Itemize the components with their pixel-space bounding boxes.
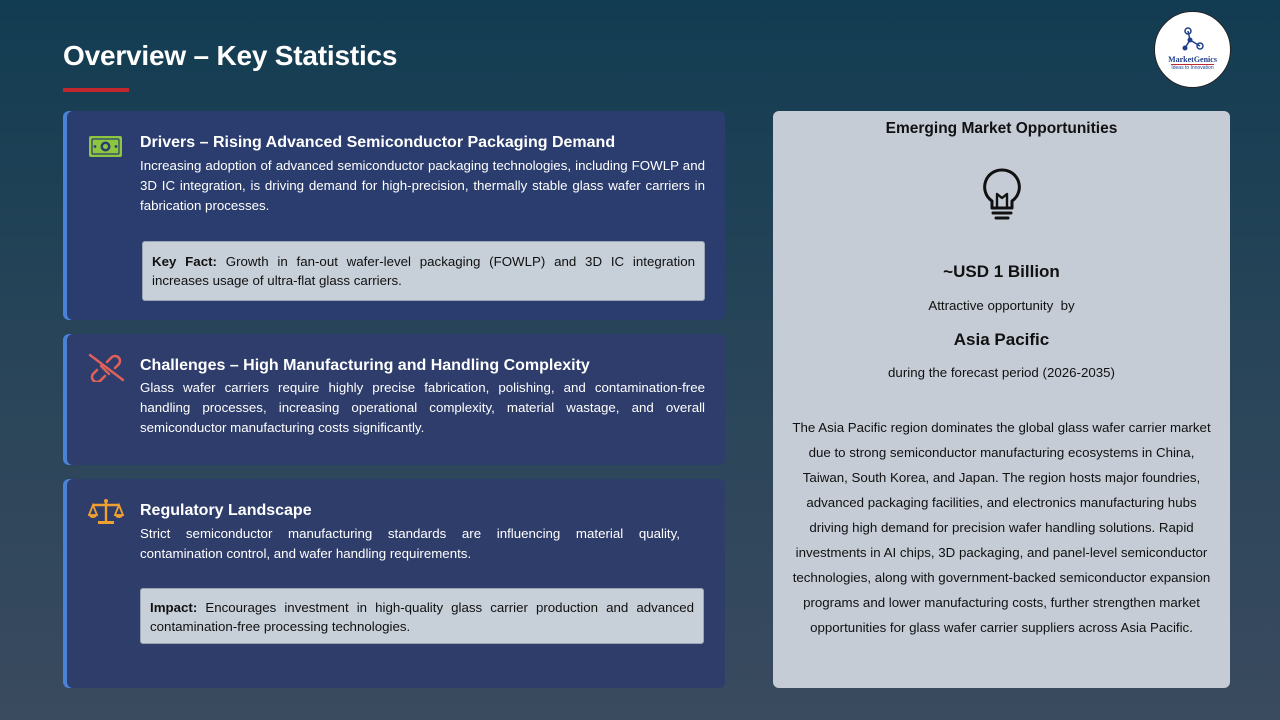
impact-box [140, 588, 704, 644]
opportunities-panel [773, 111, 1230, 688]
challenges-body: Glass wafer carriers require highly precise fabrication, polishing, and contamination-free handling processes, increasing operational complexity, material wastage, and overall semiconductor manufacturing costs significantly. [140, 380, 705, 435]
opportunity-amount: ~USD 1 Billion [943, 262, 1060, 281]
lightbulb-icon [978, 166, 1026, 222]
panel-title: Emerging Market Opportunities [885, 120, 1118, 137]
regulatory-body: Strict semiconductor manufacturing standards are influencing material quality, contamination control, and wafer handling requirements. [140, 526, 680, 561]
key-fact-label: Key Fact: [152, 254, 217, 269]
opportunity-caption: Attractive opportunity by [928, 298, 1075, 313]
drivers-body: Increasing adoption of advanced semiconductor packaging technologies, including FOWLP and 3D IC integration, is driving demand for high-precision, thermally stable glass wafer carriers in fabrication processes. [140, 158, 705, 213]
impact-label: Impact: [150, 600, 198, 615]
challenges-title: Challenges – High Manufacturing and Handling Complexity [140, 357, 590, 374]
opportunity-region: Asia Pacific [953, 330, 1050, 349]
regulatory-title: Regulatory Landscape [140, 502, 312, 519]
region-description: The Asia Pacific region dominates the global glass wafer carrier market due to strong semiconductor manufacturing ecosystems in China, Taiwan, South Korea, and Japan. The region hosts major foundries, advanced packaging facilities, and electronics manufacturing hubs driving high demand for precision wafer handling solutions. Rapid investments in AI chips, 3D packaging, and panel-level semiconductor technologies, along with government-backed semiconductor expansion programs and lower manufacturing costs, further strengthen market opportunities for glass wafer carrier suppliers across Asia Pacific. [792, 420, 1211, 635]
scale-icon [87, 497, 125, 527]
title-underline [63, 88, 129, 92]
drivers-card [63, 111, 725, 320]
impact-text: Encourages investment in high-quality glass carrier production and advanced contamination-free processing technologies. [150, 600, 694, 634]
logo-name: MarketGenics [1168, 55, 1217, 64]
money-icon [87, 131, 125, 161]
challenges-card [63, 334, 725, 465]
broken-link-icon [87, 352, 125, 382]
key-fact-text: Growth in fan-out wafer-level packaging (FOWLP) and 3D IC integration increases usage of ultra-flat glass carriers. [152, 254, 696, 288]
page-title: Overview – Key Statistics [63, 40, 398, 71]
molecule-icon [1179, 26, 1207, 54]
company-logo [1154, 11, 1231, 88]
drivers-title: Drivers – Rising Advanced Semiconductor Packaging Demand [140, 134, 616, 151]
forecast-period: during the forecast period (2026-2035) [888, 365, 1115, 380]
logo-tagline: Ideas to Innovation [1171, 65, 1214, 71]
key-fact-box [142, 241, 705, 301]
regulatory-card [63, 479, 725, 688]
